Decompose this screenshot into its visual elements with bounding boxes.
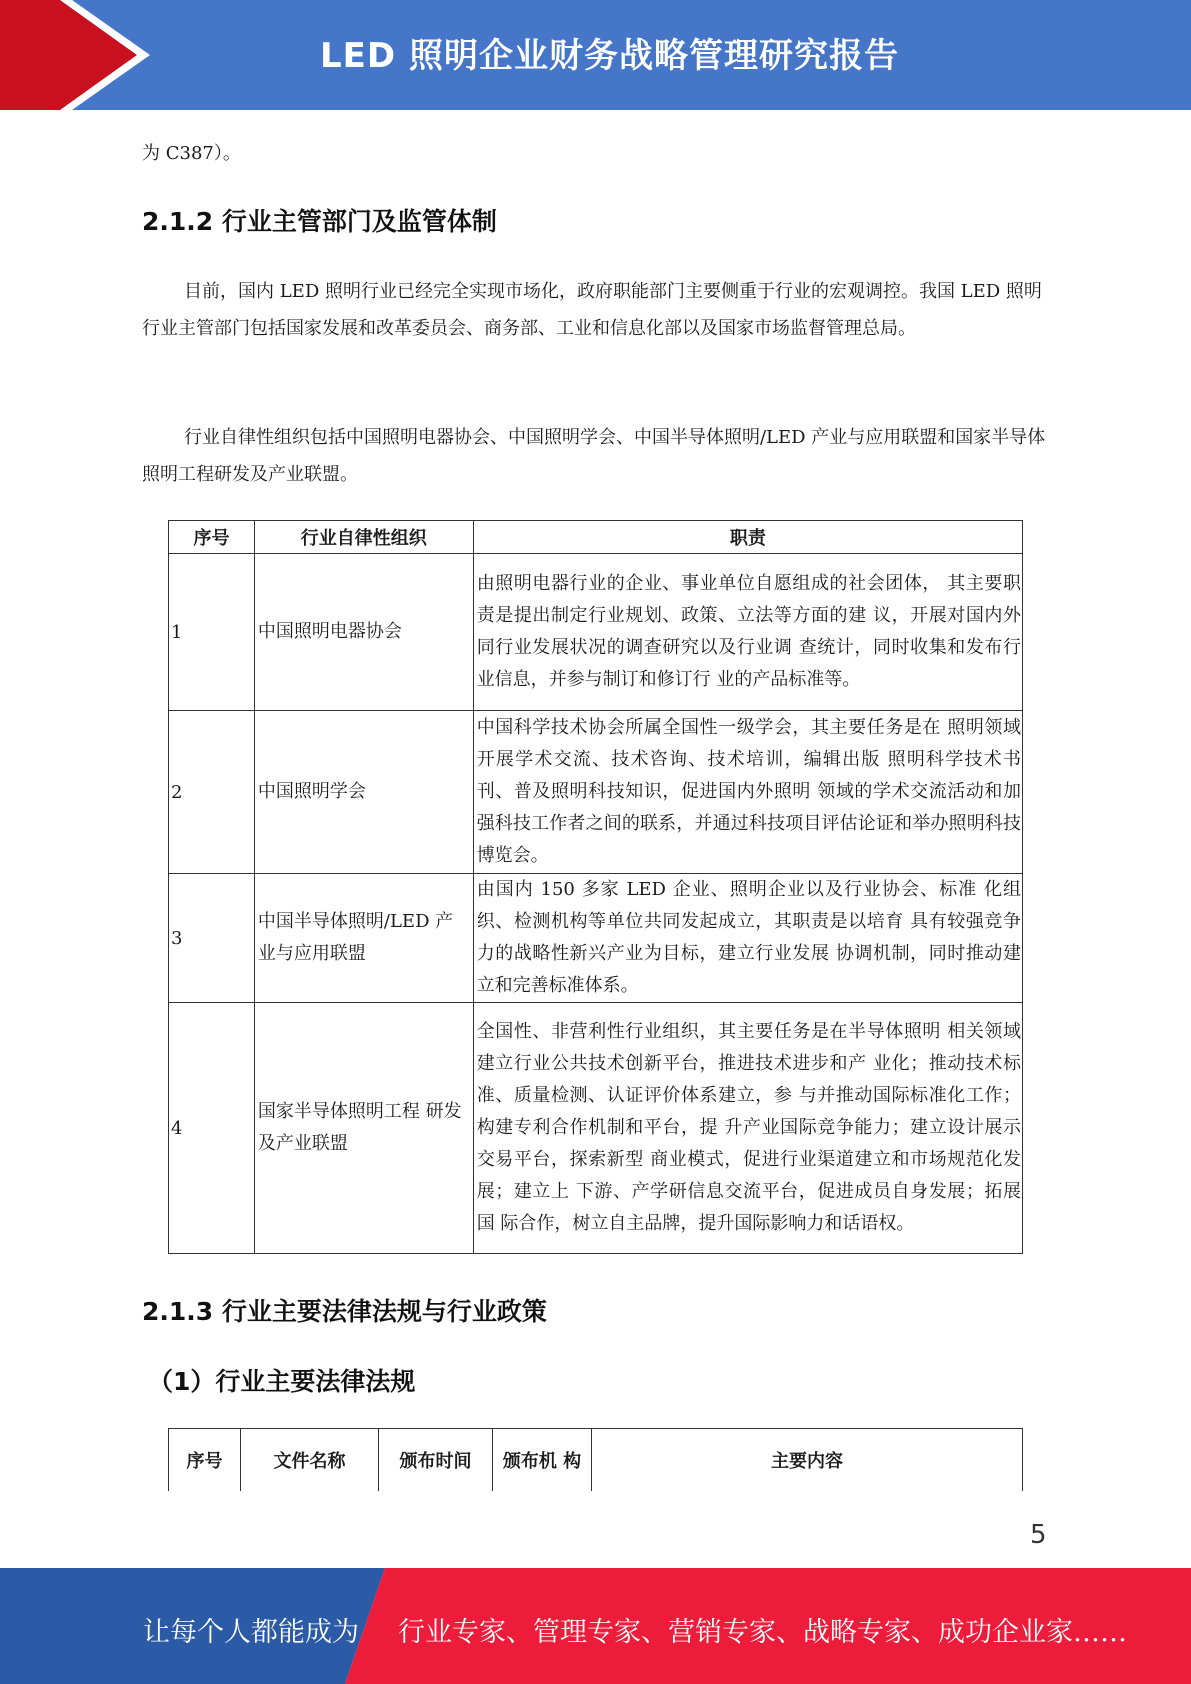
page-header bbox=[0, 0, 1191, 110]
table-header-row bbox=[169, 521, 1023, 554]
header-issuer: 颁布机 构 bbox=[493, 1429, 592, 1491]
row-org: 国家半导体照明工程 研发及产业联盟 bbox=[254, 1003, 473, 1254]
continuation-text: 为 C387）。 bbox=[142, 143, 241, 164]
section-heading-2-1-3: 2.1.3 行业主要法律法规与行业政策 bbox=[142, 1297, 547, 1326]
page-footer bbox=[0, 1568, 1191, 1684]
header-num: 序号 bbox=[169, 521, 255, 554]
header-num: 序号 bbox=[169, 1429, 241, 1491]
header-duty: 职责 bbox=[473, 521, 1022, 554]
table-row bbox=[169, 1003, 1023, 1254]
self-regulatory-org-table bbox=[168, 520, 1023, 1254]
section-heading-2-1-2: 2.1.2 行业主管部门及监管体制 bbox=[142, 207, 497, 236]
footer-slogan-left: 让每个人都能成为 bbox=[143, 1617, 359, 1648]
paragraph-regulators: 目前，国内 LED 照明行业已经完全实现市场化，政府职能部门主要侧重于行业的宏观调控。我国 LED 照明行业主管部门包括国家发展和改革委员会、商务部、工业和信息化部以及国家市场监督管理总局。 bbox=[142, 281, 1042, 339]
footer-slogan-right: 行业专家、管理专家、营销专家、战略专家、成功企业家…… bbox=[398, 1617, 1127, 1648]
paragraph-self-regulatory: 行业自律性组织包括中国照明电器协会、中国照明学会、中国半导体照明/LED 产业与应用联盟和国家半导体照明工程研发及产业联盟。 bbox=[142, 427, 1046, 485]
table-row bbox=[169, 874, 1023, 1003]
row-org: 中国照明学会 bbox=[254, 711, 473, 874]
row-duty: 中国科学技术协会所属全国性一级学会，其主要任务是在 照明领域开展学术交流、技术咨询、技术培训，编辑出版 照明科学技术书刊、普及照明科技知识，促进国内外照明 领域的学术交流活动和加强科技工作者之间的联系，并通过科技项目评估论证和举办照明科技博览会。 bbox=[473, 711, 1022, 874]
laws-table-header bbox=[168, 1428, 1023, 1491]
row-duty: 全国性、非营利性行业组织，其主要任务是在半导体照明 相关领域建立行业公共技术创新平台，推进技术进步和产 业化；推动技术标准、质量检测、认证评价体系建立，参 与并推动国际标准化工作；构建专利合作机制和平台，提 升产业国际竞争能力；建立设计展示交易平台，探索新型 商业模式，促进行业渠道建立和市场规范化发展；建立上 下游、产学研信息交流平台，促进成员自身发展；拓展国 际合作，树立自主品牌，提升国际影响力和话语权。 bbox=[473, 1003, 1022, 1254]
header-org: 行业自律性组织 bbox=[254, 521, 473, 554]
subsection-heading-laws: （1）行业主要法律法规 bbox=[148, 1367, 416, 1396]
header-doc-name: 文件名称 bbox=[241, 1429, 379, 1491]
row-duty: 由国内 150 多家 LED 企业、照明企业以及行业协会、标准 化组织、检测机构等单位共同发起成立，其职责是以培育 具有较强竞争力的战略性新兴产业为目标，建立行业发展 协调机制，同时推动建立和完善标准体系。 bbox=[473, 874, 1022, 1003]
table-row bbox=[169, 711, 1023, 874]
header-issue-date: 颁布时间 bbox=[379, 1429, 493, 1491]
row-num: 2 bbox=[169, 711, 255, 874]
row-num: 4 bbox=[169, 1003, 255, 1254]
row-num: 3 bbox=[169, 874, 255, 1003]
header-main-content: 主要内容 bbox=[771, 1451, 843, 1472]
report-title: LED 照明企业财务战略管理研究报告 bbox=[320, 36, 899, 76]
row-org: 中国照明电器协会 bbox=[254, 554, 473, 711]
row-duty: 由照明电器行业的企业、事业单位自愿组成的社会团体， 其主要职责是提出制定行业规划、政策、立法等方面的建 议，开展对国内外同行业发展状况的调查研究以及行业调 查统计，同时收集和发布行业信息，并参与制订和修订行 业的产品标准等。 bbox=[473, 554, 1022, 711]
table-row bbox=[169, 554, 1023, 711]
row-org: 中国半导体照明/LED 产业与应用联盟 bbox=[254, 874, 473, 1003]
row-num: 1 bbox=[169, 554, 255, 711]
page-number: 5 bbox=[1030, 1520, 1047, 1550]
header-chevron-decoration bbox=[0, 0, 150, 110]
